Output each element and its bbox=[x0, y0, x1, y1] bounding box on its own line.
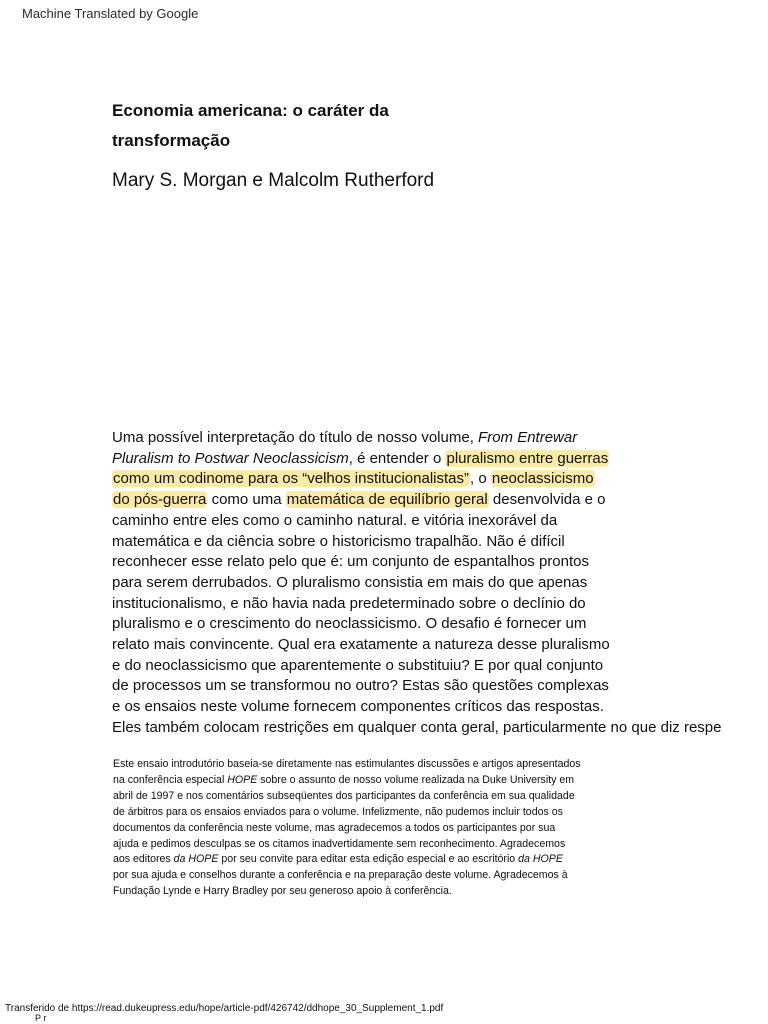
note-line: documentos da conferência neste volume, mas agradecemos a todos os participantes por sua bbox=[113, 821, 556, 834]
footer-mark: P r bbox=[35, 1013, 47, 1023]
body-line: institucionalismo, e não havia nada predeterminado sobre o declínio do bbox=[112, 594, 586, 612]
acknowledgement-note bbox=[113, 757, 673, 900]
body-line: caminho entre eles como o caminho natural. e vitória inexorável da bbox=[112, 511, 558, 529]
body-line-1 bbox=[112, 428, 768, 449]
body-text-segment: , o bbox=[470, 470, 491, 488]
body-line-2 bbox=[112, 449, 768, 470]
note-line: de árbitros para os ensaios enviados para o volume. Infelizmente, não pudemos incluir todos os bbox=[113, 805, 563, 818]
italic-book-title: Pluralism to Postwar Neoclassicism bbox=[112, 449, 349, 467]
body-text-segment: desenvolvida e o bbox=[488, 491, 606, 509]
italic-journal-name: da HOPE bbox=[173, 853, 219, 866]
body-line: pluralismo e o crescimento do neoclassicismo. O desafio é fornecer um bbox=[112, 615, 587, 633]
article-title bbox=[112, 96, 532, 156]
highlight[interactable]: pluralismo entre guerras bbox=[446, 449, 609, 467]
body-line: reconhecer esse relato pelo que é: um conjunto de espantalhos prontos bbox=[112, 553, 589, 571]
italic-book-title: From Entrewar bbox=[478, 429, 578, 446]
body-line: e do neoclassicismo que aparentemente o substituiu? E por qual conjunto bbox=[112, 656, 604, 674]
title-line-1: Economia americana: o caráter da bbox=[112, 101, 389, 120]
note-line: abril de 1997 e nos comentários subseqüentes dos participantes da conferência em sua qualidade bbox=[113, 789, 575, 802]
body-text-segment: como uma bbox=[207, 491, 286, 509]
note-line bbox=[113, 773, 673, 789]
italic-journal-name: HOPE bbox=[227, 773, 258, 786]
note-line: Este ensaio introdutório baseia-se diretamente nas estimulantes discussões e artigos apresentados bbox=[113, 758, 581, 770]
machine-translation-banner: Machine Translated by Google bbox=[22, 6, 199, 21]
body-line: de processos um se transformou no outro? Estas são questões complexas bbox=[112, 677, 609, 695]
note-text-segment: na conferência especial bbox=[113, 773, 228, 786]
body-line-3 bbox=[112, 469, 768, 490]
body-line: relato mais convincente. Qual era exatamente a natureza desse pluralismo bbox=[112, 636, 610, 654]
body-line: e os ensaios neste volume fornecem componentes críticos das respostas. bbox=[112, 698, 604, 716]
body-line: para serem derrubados. O pluralismo consistia em mais do que apenas bbox=[112, 573, 588, 591]
body-text-segment: Uma possível interpretação do título de nosso volume, bbox=[112, 429, 479, 446]
note-line bbox=[113, 852, 673, 868]
italic-journal-name: da HOPE bbox=[518, 853, 563, 866]
highlight[interactable]: neoclassicismo bbox=[491, 470, 594, 488]
highlight[interactable]: como um codinome para os “velhos institucionalistas” bbox=[113, 470, 469, 488]
note-text-segment: por seu convite para editar esta edição especial e ao escritório bbox=[218, 853, 519, 866]
authors: Mary S. Morgan e Malcolm Rutherford bbox=[112, 170, 435, 191]
body-line: Eles também colocam restrições em qualquer conta geral, particularmente no que diz respe bbox=[112, 718, 722, 736]
note-line: ajuda e pedimos desculpas se os citamos inadvertidamente sem reconhecimento. Agradecemos bbox=[113, 837, 566, 850]
note-text-segment: aos editores bbox=[113, 853, 174, 866]
note-line: por sua ajuda e conselhos durante a conferência e na preparação deste volume. Agradecemos à bbox=[113, 869, 568, 882]
note-line: Fundação Lynde e Harry Bradley por seu generoso apoio à conferência. bbox=[113, 885, 452, 898]
highlight[interactable]: do pós-guerra bbox=[113, 491, 207, 509]
body-line-4 bbox=[112, 490, 768, 511]
note-text-segment: sobre o assunto de nosso volume realizada na Duke University em bbox=[257, 773, 575, 786]
body-paragraph bbox=[112, 428, 768, 739]
title-line-2: transformação bbox=[112, 131, 231, 150]
body-line: matemática e da ciência sobre o historicismo trapalhão. Não é difícil bbox=[112, 532, 565, 550]
body-text-segment: , é entender o bbox=[348, 449, 446, 467]
highlight[interactable]: matemática de equilíbrio geral bbox=[286, 491, 488, 509]
download-footer: Transferido de https://read.dukeupress.edu/hope/article-pdf/426742/ddhope_30_Supplement_1.pdf bbox=[5, 1003, 444, 1014]
